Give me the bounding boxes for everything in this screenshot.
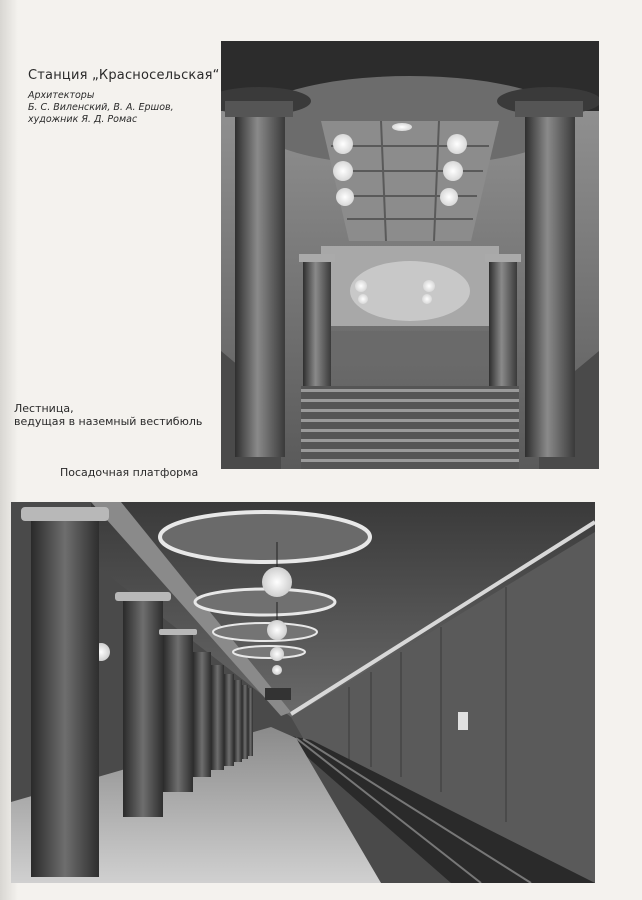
credits-block — [28, 90, 174, 126]
staircase-photo-image — [221, 41, 599, 469]
station-title: Станция „Красносельская“ — [28, 68, 220, 83]
platform-photo — [11, 502, 595, 883]
stair-caption-line1: Лестница, — [14, 402, 74, 415]
stair-caption — [14, 402, 202, 428]
stair-caption-line2: ведущая в наземный вестибюль — [14, 415, 203, 428]
credits-line-architects-label: Архитекторы — [28, 90, 95, 101]
credits-line-architects-names: Б. С. Виленский, В. А. Ершов, — [28, 102, 174, 113]
staircase-photo — [221, 41, 599, 469]
platform-photo-image — [11, 502, 595, 883]
credits-line-artist: художник Я. Д. Ромас — [28, 114, 138, 125]
platform-caption: Посадочная платформа — [60, 466, 199, 479]
